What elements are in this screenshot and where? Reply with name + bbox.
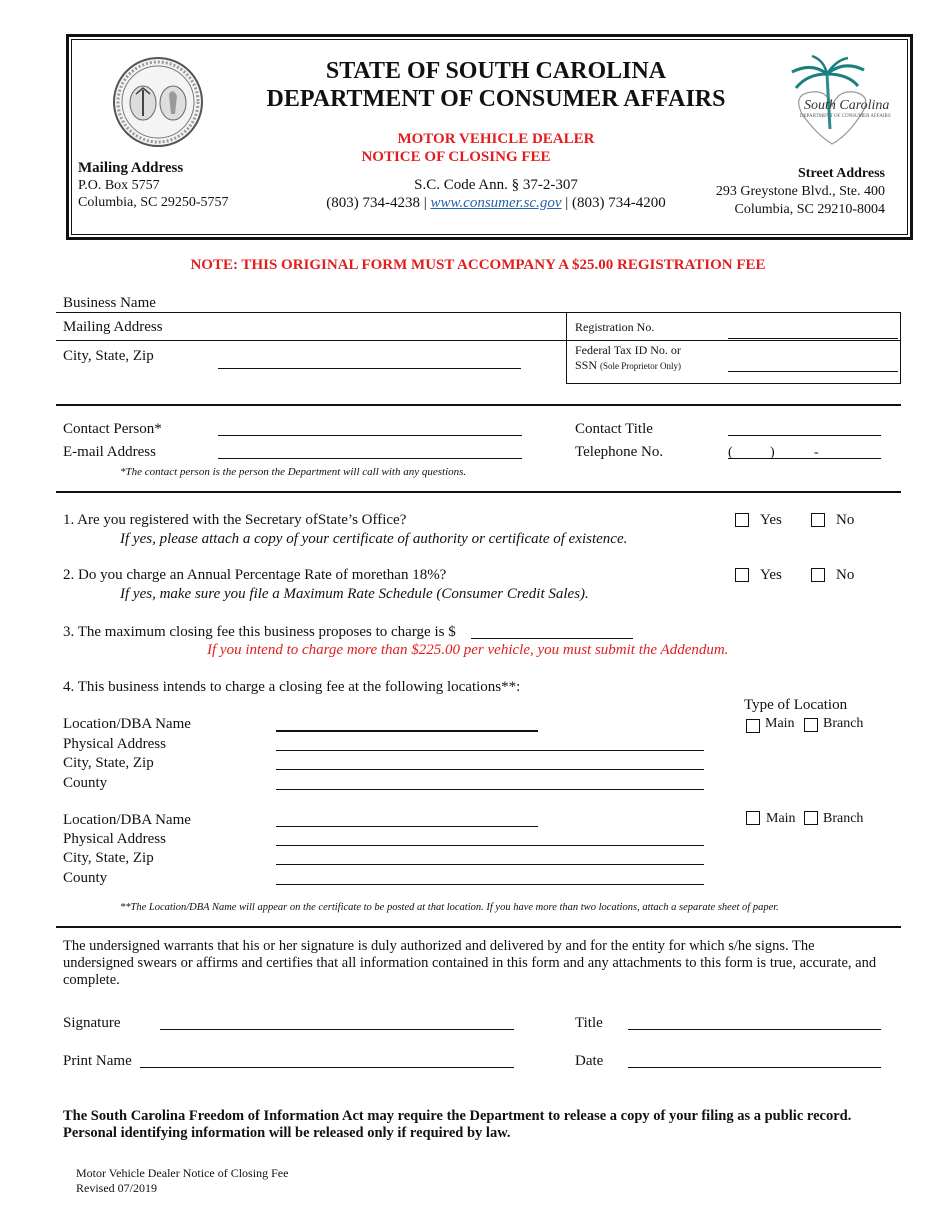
location1-branch-checkbox[interactable]	[804, 718, 818, 732]
location2-csz-field[interactable]	[276, 864, 704, 865]
location2-dba-field[interactable]	[276, 826, 538, 827]
street-label: Street Address	[798, 166, 885, 181]
contact-phones	[276, 195, 716, 212]
state-seal-icon	[112, 56, 204, 148]
title-line2: DEPARTMENT OF CONSUMER AFFAIRS	[266, 86, 726, 112]
location1-csz-label: City, State, Zip	[63, 755, 154, 771]
phone-dash: -	[814, 445, 819, 460]
question-3-note: If you intend to charge more than $225.00 per vehicle, you must submit the Addendum.	[207, 642, 729, 658]
q2-yes-label: Yes	[760, 567, 782, 583]
telephone-label: Telephone No.	[575, 444, 664, 460]
contact-person-label: Contact Person*	[63, 421, 162, 437]
logo-subtext: DEPARTMENT OF CONSUMER AFFAIRS	[800, 114, 891, 119]
fed-tax-id-label: Federal Tax ID No. or	[575, 343, 681, 357]
location2-csz-label: City, State, Zip	[63, 850, 154, 866]
location2-physical-label: Physical Address	[63, 831, 166, 847]
locations-footnote: **The Location/DBA Name will appear on the certificate to be posted at that location. If you have more than two locations, attach a separate sheet of paper.	[120, 902, 779, 913]
contact-footnote: *The contact person is the person the Department will call with any questions.	[120, 466, 467, 478]
city-state-zip-label: City, State, Zip	[63, 348, 154, 364]
ssn-label	[575, 358, 681, 373]
phone-1: (803) 734-4238 |	[326, 195, 427, 211]
phone-paren-close: )	[770, 445, 775, 460]
q1-no-checkbox[interactable]	[811, 513, 825, 527]
location1-dba-field[interactable]	[276, 730, 538, 732]
location1-csz-field[interactable]	[276, 769, 704, 770]
foia-notice: The South Carolina Freedom of Information Act may require the Department to release a copy of your filing as a public record. Personal identifying information will be released only if required by law.	[63, 1108, 852, 1141]
phone-2: | (803) 734-4200	[565, 195, 666, 211]
location1-physical-label: Physical Address	[63, 736, 166, 752]
contact-title-label: Contact Title	[575, 421, 653, 437]
mailing-label: Mailing Address	[78, 160, 184, 176]
mailing-address-label: Mailing Address	[63, 319, 163, 335]
phone-paren-open: (	[728, 445, 733, 460]
divider-2	[56, 491, 901, 493]
question-2-note: If yes, make sure you file a Maximum Rate Schedule (Consumer Credit Sales).	[120, 586, 589, 602]
type-of-location-label: Type of Location	[744, 697, 848, 713]
location1-county-label: County	[63, 775, 108, 791]
question-3: 3. The maximum closing fee this business proposes to charge is $	[63, 624, 456, 640]
location2-county-label: County	[63, 870, 108, 886]
registration-fee-note: NOTE: THIS ORIGINAL FORM MUST ACCOMPANY A $25.00 REGISTRATION FEE	[190, 257, 766, 273]
fed-tax-id-field[interactable]	[728, 371, 898, 372]
signature-label: Signature	[63, 1015, 121, 1031]
question-1: 1. Are you registered with the Secretary ofState’s Office?	[63, 512, 407, 528]
footer-revision: Revised 07/2019	[76, 1181, 157, 1195]
mailing-line2: Columbia, SC 29250-5757	[78, 195, 229, 210]
registration-no-field[interactable]	[728, 338, 898, 339]
location1-physical-field[interactable]	[276, 750, 704, 751]
q2-no-checkbox[interactable]	[811, 568, 825, 582]
street-line1: 293 Greystone Blvd., Ste. 400	[715, 184, 885, 199]
footer-form-name: Motor Vehicle Dealer Notice of Closing Fee	[76, 1166, 289, 1180]
ssn-note: (Sole Proprietor Only)	[600, 361, 682, 371]
logo-wordmark: South Carolina	[804, 98, 890, 113]
closing-fee-field[interactable]	[471, 638, 633, 639]
print-name-label: Print Name	[63, 1053, 132, 1069]
location1-main-checkbox[interactable]	[746, 719, 760, 733]
business-name-label: Business Name	[63, 295, 156, 311]
divider-1	[56, 404, 901, 406]
location2-main-checkbox[interactable]	[746, 811, 760, 825]
divider-3	[56, 926, 901, 928]
q1-no-label: No	[836, 512, 855, 528]
location1-dba-label: Location/DBA Name	[63, 716, 191, 732]
location1-main-label: Main	[765, 716, 795, 731]
contact-title-field[interactable]	[728, 435, 881, 436]
email-field[interactable]	[218, 458, 522, 459]
question-1-note: If yes, please attach a copy of your certificate of authority or certificate of existence.	[120, 531, 628, 547]
subtitle-line2: NOTICE OF CLOSING FEE	[361, 149, 551, 165]
telephone-field[interactable]	[728, 458, 881, 459]
date-field[interactable]	[628, 1067, 881, 1068]
title-line1: STATE OF SOUTH CAROLINA	[325, 58, 667, 84]
question-4: 4. This business intends to charge a closing fee at the following locations**:	[63, 679, 521, 695]
location1-county-field[interactable]	[276, 789, 704, 790]
city-state-zip-field[interactable]	[218, 368, 521, 369]
location2-dba-label: Location/DBA Name	[63, 812, 191, 828]
location2-physical-field[interactable]	[276, 845, 704, 846]
mailing-line1: P.O. Box 5757	[78, 178, 160, 193]
website-link[interactable]: www.consumer.sc.gov	[430, 195, 562, 211]
q1-yes-label: Yes	[760, 512, 782, 528]
registration-no-label: Registration No.	[575, 320, 655, 334]
registration-box-divider	[566, 340, 901, 341]
street-line2: Columbia, SC 29210-8004	[734, 202, 885, 217]
question-2: 2. Do you charge an Annual Percentage Rate of morethan 18%?	[63, 567, 447, 583]
location1-branch-label: Branch	[823, 716, 864, 731]
code-citation: S.C. Code Ann. § 37-2-307	[414, 177, 578, 193]
mailing-address-field[interactable]	[56, 340, 567, 341]
date-label: Date	[575, 1053, 604, 1069]
cert-title-label: Title	[575, 1015, 603, 1031]
q2-no-label: No	[836, 567, 855, 583]
location2-main-label: Main	[766, 811, 796, 826]
subtitle-line1: MOTOR VEHICLE DEALER	[397, 131, 595, 147]
email-label: E-mail Address	[63, 444, 156, 460]
ssn-text: SSN	[575, 358, 598, 372]
location2-branch-checkbox[interactable]	[804, 811, 818, 825]
signature-field[interactable]	[160, 1029, 514, 1030]
location2-county-field[interactable]	[276, 884, 704, 885]
q1-yes-checkbox[interactable]	[735, 513, 749, 527]
contact-person-field[interactable]	[218, 435, 522, 436]
cert-title-field[interactable]	[628, 1029, 881, 1030]
print-name-field[interactable]	[140, 1067, 514, 1068]
location2-branch-label: Branch	[823, 811, 864, 826]
certification-text: The undersigned warrants that his or her signature is duly authorized and delivered by and for the entity for which s/he signs. The undersigned swears or affirms and certifies that all information contained in this form and any attachments to this form is true, accurate, and complete.	[63, 938, 877, 988]
q2-yes-checkbox[interactable]	[735, 568, 749, 582]
